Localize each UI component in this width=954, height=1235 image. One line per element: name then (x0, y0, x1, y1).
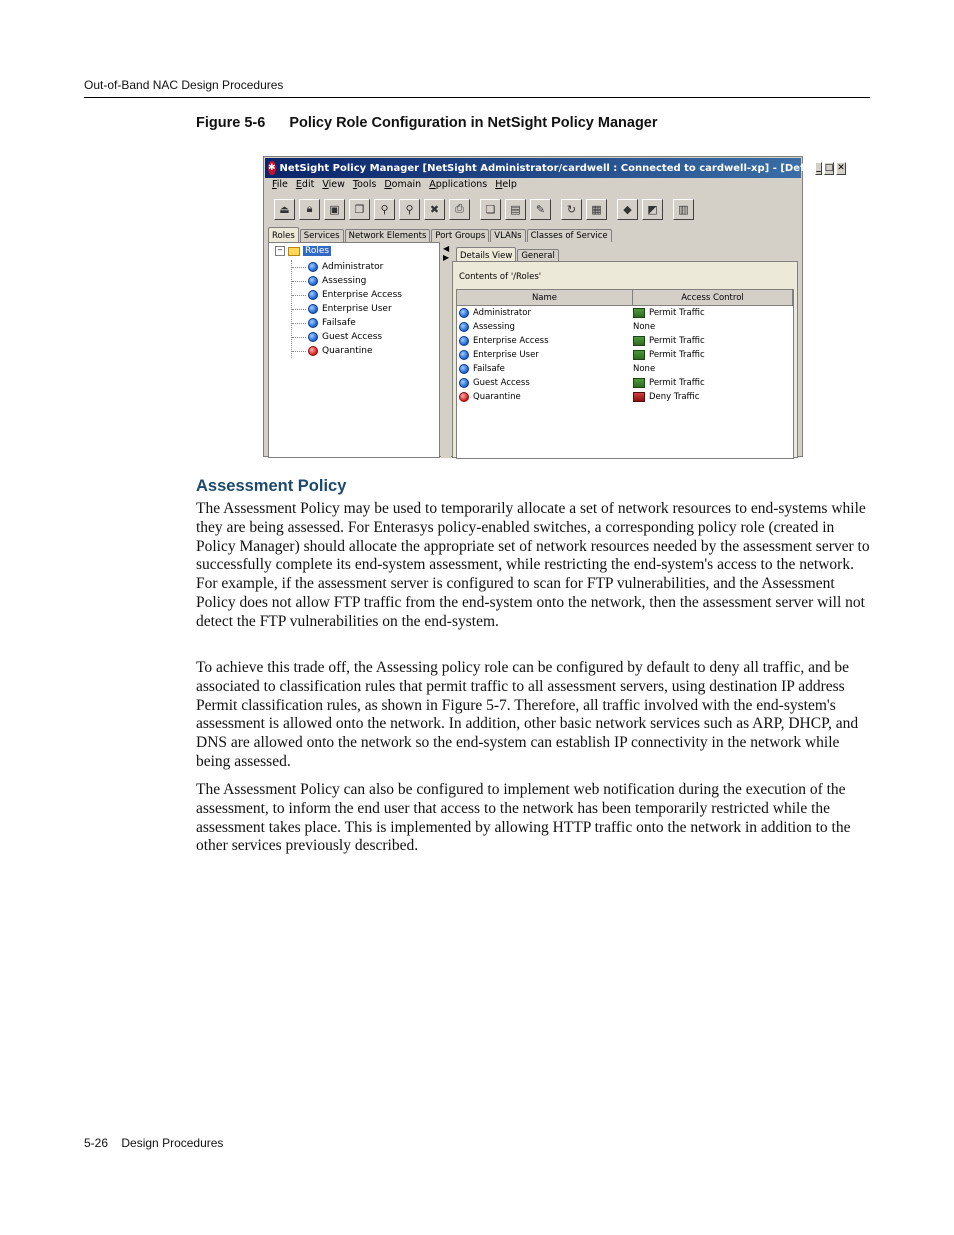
tab-vlans[interactable]: VLANs (490, 229, 525, 242)
column-header-name[interactable]: Name (457, 290, 633, 305)
role-icon (459, 322, 469, 332)
role-name: Enterprise Access (473, 336, 549, 346)
table-row[interactable] (457, 334, 793, 348)
save-icon[interactable]: ▣ (324, 199, 345, 220)
role-name: Administrator (473, 308, 531, 318)
cell-name (457, 306, 633, 320)
pane-splitter[interactable] (441, 242, 451, 458)
tree-item-label: Enterprise User (322, 304, 392, 314)
tree-item[interactable] (292, 316, 402, 330)
role-icon (308, 332, 318, 342)
cell-name (457, 362, 633, 376)
menu-tools[interactable]: Tools (352, 179, 377, 190)
table-row[interactable] (457, 348, 793, 362)
role-name: Failsafe (473, 364, 505, 374)
menu-file[interactable]: File (272, 179, 288, 190)
connect-icon[interactable]: ⏏ (274, 199, 295, 220)
menubar (268, 179, 521, 195)
permit-traffic-icon (633, 308, 645, 318)
paste-icon[interactable]: ▤ (505, 199, 526, 220)
table-body (457, 306, 793, 404)
tree-item-label: Guest Access (322, 332, 383, 342)
maximize-button[interactable]: □ (824, 163, 834, 173)
tree-list (291, 260, 402, 358)
tree-item[interactable] (292, 344, 402, 358)
titlebar[interactable] (265, 158, 845, 178)
role-name: Enterprise User (473, 350, 539, 360)
tab-network-elements[interactable]: Network Elements (345, 229, 431, 242)
header-rule (84, 97, 870, 98)
roles-table (456, 289, 794, 459)
roles-tree (268, 242, 440, 458)
table-row[interactable] (457, 320, 793, 334)
refresh-icon[interactable]: ↻ (561, 199, 582, 220)
tab-general[interactable]: General (517, 249, 559, 262)
find-next-icon[interactable]: ⚲ (399, 199, 420, 220)
app-logo-icon: ✱ (268, 163, 276, 173)
contents-label: Contents of '/Roles' (459, 272, 542, 282)
menu-domain[interactable]: Domain (384, 179, 422, 190)
cell-access-control (633, 348, 793, 362)
toolbar (274, 195, 798, 223)
tree-item-label: Assessing (322, 276, 367, 286)
cell-access-control (633, 376, 793, 390)
role-icon (459, 364, 469, 374)
table-row[interactable] (457, 376, 793, 390)
app-window (263, 156, 845, 457)
role-icon (308, 304, 318, 314)
tab-details-view[interactable]: Details View (456, 247, 516, 262)
role-icon (308, 318, 318, 328)
table-header (457, 290, 793, 306)
open-folder-icon[interactable]: ❐ (349, 199, 370, 220)
right-tabs (456, 247, 560, 262)
cell-access-control (633, 362, 793, 376)
tab-classes-of-service[interactable]: Classes of Service (527, 229, 612, 242)
cell-access-control (633, 390, 793, 404)
cell-access-control (633, 334, 793, 348)
permit-traffic-icon (633, 336, 645, 346)
section-heading: Assessment Policy (196, 477, 347, 495)
delete-icon[interactable]: ✖ (424, 199, 445, 220)
cell-name (457, 320, 633, 334)
footer-text: Design Procedures (121, 1136, 224, 1150)
menu-view[interactable]: View (322, 179, 345, 190)
table-row[interactable] (457, 362, 793, 376)
access-control-value: Permit Traffic (649, 336, 705, 346)
tree-item[interactable] (292, 274, 402, 288)
cell-access-control (633, 320, 793, 334)
figure-number: Figure 5-6 (196, 115, 266, 131)
lock-icon[interactable]: 🔒︎ (299, 199, 320, 220)
tree-item[interactable] (292, 330, 402, 344)
cell-name (457, 390, 633, 404)
deny-traffic-icon (633, 392, 645, 402)
find-icon[interactable]: ⚲ (374, 199, 395, 220)
collapse-icon[interactable]: − (275, 246, 285, 256)
tab-port-groups[interactable]: Port Groups (431, 229, 489, 242)
cell-name (457, 348, 633, 362)
access-control-value: Permit Traffic (649, 378, 705, 388)
page-number: 5-26 (84, 1136, 109, 1150)
paragraph: The Assessment Policy may be used to temporarily allocate a set of network resources to end-systems while they are being assessed. For Enterasys policy-enabled switches, a corresponding policy role (created in Policy Manager) should allocate the appropriate set of network resources needed by the assessment server to successfully complete its end-system assessment, while restricting the end-system's access to the network. For example, if the assessment server is configured to scan for FTP vulnerabilities, and the Assessment Policy does not allow FTP traffic from the end-system onto the network, then the assessment server will not detect the FTP vulnerabilities on the end-system. (196, 500, 870, 630)
role-icon (459, 336, 469, 346)
tree-item[interactable] (292, 260, 402, 274)
tree-item[interactable] (292, 302, 402, 316)
rule-icon[interactable]: ◩ (642, 199, 663, 220)
cell-name (457, 334, 633, 348)
deny-role-icon (459, 392, 469, 402)
table-row[interactable] (457, 306, 793, 320)
details-pane (452, 261, 798, 458)
column-header-access-control[interactable]: Access Control (633, 290, 793, 305)
role-name: Guest Access (473, 378, 530, 388)
running-header: Out-of-Band NAC Design Procedures (84, 78, 284, 92)
tree-item-label: Failsafe (322, 318, 356, 328)
access-control-value: Permit Traffic (649, 308, 705, 318)
folder-icon (288, 247, 300, 256)
access-control-value: Deny Traffic (649, 392, 700, 402)
running-footer (84, 1136, 223, 1150)
role-icon (308, 290, 318, 300)
tree-root[interactable] (275, 246, 331, 256)
tab-services[interactable]: Services (300, 229, 344, 242)
figure-title: Policy Role Configuration in NetSight Policy Manager (289, 115, 658, 131)
role-icon (459, 308, 469, 318)
role-name: Quarantine (473, 392, 521, 402)
print-icon[interactable]: ⎙ (449, 199, 470, 220)
tree-item-label: Administrator (322, 262, 384, 272)
minimize-button[interactable]: _ (816, 163, 821, 173)
tree-item[interactable] (292, 288, 402, 302)
copy-icon[interactable]: ❏ (480, 199, 501, 220)
tree-item-label: Quarantine (322, 346, 373, 356)
enforce-icon[interactable]: ▦ (586, 199, 607, 220)
deny-role-icon (308, 346, 318, 356)
paragraph: The Assessment Policy can also be configured to implement web notification during the execution of the assessment, to inform the end user that access to the network has been temporarily restricted while the assessment takes place. This is implemented by allowing HTTP traffic onto the network in addition to the other services previously described. (196, 781, 851, 855)
cell-name (457, 376, 633, 390)
device-icon[interactable]: ◆ (617, 199, 638, 220)
role-icon (308, 262, 318, 272)
menu-edit[interactable]: Edit (295, 179, 315, 190)
menu-help[interactable]: Help (495, 179, 517, 190)
expand-right-icon[interactable]: ▶ (443, 253, 450, 262)
properties-icon[interactable]: ▥ (673, 199, 694, 220)
role-icon (459, 378, 469, 388)
figure-caption (196, 115, 658, 131)
role-name: Assessing (473, 322, 515, 332)
role-icon (459, 350, 469, 360)
close-button[interactable]: ✕ (837, 163, 845, 173)
window-title: NetSight Policy Manager [NetSight Administrator/cardwell : Connected to cardwell-xp] - [Def... (279, 162, 816, 174)
paragraph: To achieve this trade off, the Assessing policy role can be configured by default to deny all traffic, and be associated to classification rules that permit traffic to all assessment servers, using destination IP address Permit classification rules, as shown in Figure 5-7. Therefore, all traffic involved with the end-system's assessment is allowed onto the network. In addition, other basic network services such as ARP, DHCP, and DNS are allowed onto the network so the end-system can establish IP connectivity in the network while being assessed. (196, 659, 859, 770)
cell-access-control (633, 306, 793, 320)
tree-root-label: Roles (305, 246, 330, 256)
access-control-value: None (633, 364, 656, 374)
permit-traffic-icon (633, 350, 645, 360)
collapse-left-icon[interactable]: ◀ (443, 244, 450, 253)
menu-applications[interactable]: Applications (429, 179, 488, 190)
access-control-value: Permit Traffic (649, 350, 705, 360)
tree-item-label: Enterprise Access (322, 290, 402, 300)
permit-traffic-icon (633, 378, 645, 388)
table-row[interactable] (457, 390, 793, 404)
tab-roles[interactable]: Roles (268, 227, 299, 242)
role-icon (308, 276, 318, 286)
left-tabs (268, 227, 613, 242)
wizard-icon[interactable]: ✎ (530, 199, 551, 220)
access-control-value: None (633, 322, 656, 332)
